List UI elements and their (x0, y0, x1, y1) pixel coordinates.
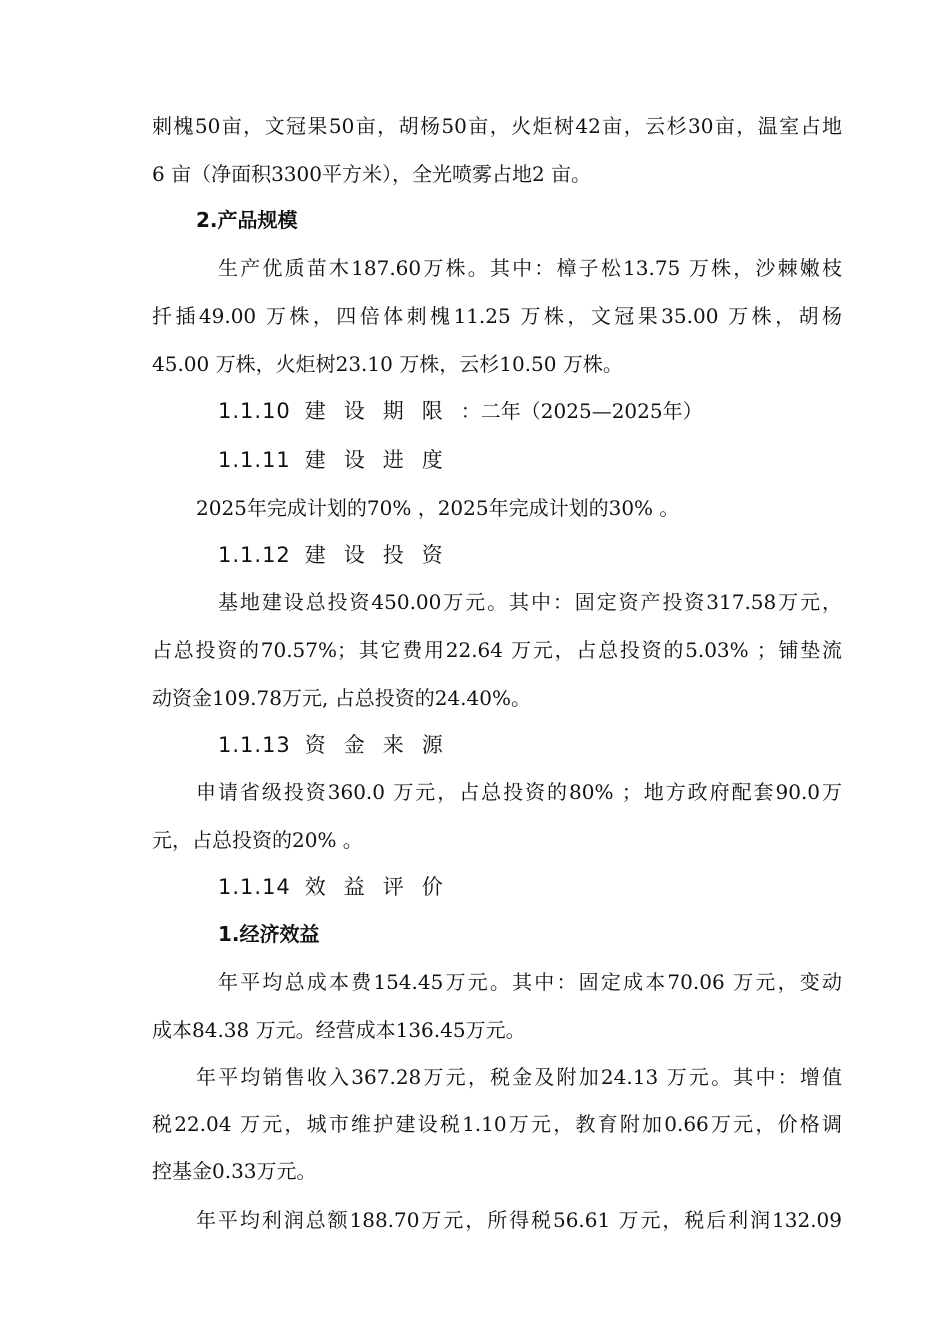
paragraph-line: 年平均利润总额188.70万元，所得税56.61 万元，税后利润132.09 (196, 1208, 842, 1232)
paragraph-line: 45.00 万株，火炬树23.10 万株，云杉10.50 万株。 (152, 352, 623, 376)
paragraph-line: 申请省级投资360.0 万元，占总投资的80% ；地方政府配套90.0万 (196, 780, 842, 804)
heading-text: 建设进度 (304, 448, 461, 472)
heading-number: 1.1.13 (218, 733, 291, 757)
section-heading-economic-benefit: 1.经济效益 (218, 922, 320, 946)
heading-tail: ：二年（2025—2025年） (460, 399, 703, 423)
heading-1-1-12 (218, 541, 842, 569)
heading-text: 建设投资 (304, 543, 461, 567)
heading-text: 资金来源 (304, 733, 461, 757)
paragraph-line: 税22.04 万元，城市维护建设税1.10万元，教育附加0.66万元，价格调 (152, 1112, 842, 1136)
heading-1-1-13 (218, 731, 842, 759)
paragraph-line: 基地建设总投资450.00万元。其中：固定资产投资317.58万元， (218, 590, 842, 614)
heading-1-1-11 (218, 446, 842, 474)
heading-number: 1.1.11 (218, 448, 291, 472)
heading-1-1-10 (218, 397, 842, 425)
heading-number: 1.1.14 (218, 875, 291, 899)
paragraph-line: 生产优质苗木187.60万株。其中：樟子松13.75 万株，沙棘嫩枝 (218, 256, 842, 280)
paragraph-line: 年平均总成本费154.45万元。其中：固定成本70.06 万元，变动 (218, 970, 842, 994)
paragraph-line: 动资金109.78万元, 占总投资的24.40%。 (152, 686, 531, 710)
paragraph-line: 占总投资的70.57%；其它费用22.64 万元，占总投资的5.03% ；铺垫流 (152, 638, 842, 662)
heading-1-1-14 (218, 873, 842, 901)
heading-text: 效益评价 (304, 875, 461, 899)
paragraph-line: 年平均销售收入367.28万元，税金及附加24.13 万元。其中：增值 (196, 1065, 842, 1089)
paragraph-line: 6 亩（净面积3300平方米），全光喷雾占地2 亩。 (152, 162, 592, 186)
heading-number: 1.1.12 (218, 543, 291, 567)
paragraph-line: 刺槐50亩，文冠果50亩，胡杨50亩，火炬树42亩，云杉30亩，温室占地 (152, 114, 842, 138)
section-heading-product-scale: 2.产品规模 (196, 208, 298, 232)
paragraph-line: 2025年完成计划的70% ，2025年完成计划的30% 。 (196, 496, 680, 520)
paragraph-line: 扦插49.00 万株，四倍体刺槐11.25 万株，文冠果35.00 万株，胡杨 (152, 304, 842, 328)
paragraph-line: 控基金0.33万元。 (152, 1159, 317, 1183)
heading-text: 建设期限 (304, 399, 461, 423)
heading-number: 1.1.10 (218, 399, 291, 423)
paragraph-line: 元，占总投资的20% 。 (152, 828, 363, 852)
paragraph-line: 成本84.38 万元。经营成本136.45万元。 (152, 1018, 526, 1042)
